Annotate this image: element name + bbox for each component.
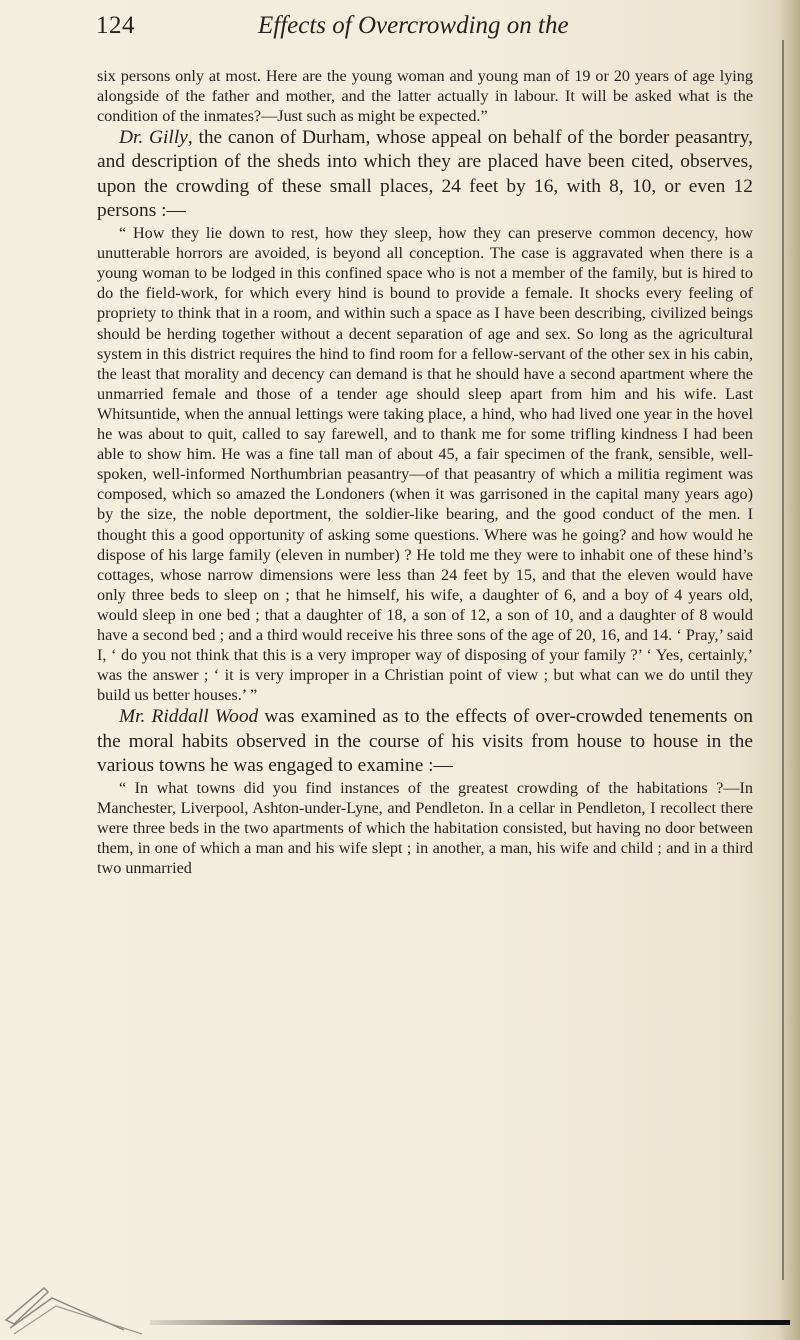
paragraph-wood-text: was examined as to the effects of over-crowded tenements on the moral habits observed in the course of his visits from house to house in the various towns he was engaged to examine :— (97, 706, 753, 776)
page-edge-line (782, 40, 784, 1280)
paragraph-wood (97, 705, 753, 778)
paragraph-gilly (97, 126, 753, 223)
page-number: 124 (96, 12, 135, 39)
body-text (97, 66, 753, 878)
author-name-wood: Mr. Riddall Wood (119, 706, 259, 728)
quotation-gilly: “ How they lie down to rest, how they sleep, how they can preserve common decency, how unutterable horrors are avoided, is beyond all conception. The case is aggravated when there is a young woman to be lodged in this confined space who is not a member of the family, but is hired to do the field-work, for which every hind is bound to provide a female. It shocks every feeling of propriety to think that in a room, and within such a space as I have been describing, civilized beings should be herding together without a decent separation of age and sex. So long as the agricultural system in this district requires the hind to find room for a fellow-servant of the other sex in his cabin, the least that morality and decency can demand is that he should have a second apartment where the unmarried female and those of a tender age should sleep apart from him and his wife. Last Whitsuntide, when the annual lettings were taking place, a hind, who had lived one year in the hovel he was about to quit, called to say farewell, and to thank me for some trifling kindness I had been able to show him. He was a fine tall man of about 45, a fair specimen of the frank, sensible, well-spoken, well-informed Northumbrian peasantry—of that peasantry of which a militia regiment was composed, which so amazed the Londoners (when it was garrisoned in the capital many years ago) by the size, the noble deportment, the soldier-like bearing, and the good conduct of the men. I thought this a good opportunity of asking some questions. Where was he going? and how would he dispose of his large family (eleven in number) ? He told me they were to inhabit one of these hind’s cottages, whose narrow dimensions were less than 24 feet by 15, and that the eleven would have only three beds to sleep on ; that he himself, his wife, a daughter of 6, and a boy of 4 years old, would sleep in one bed ; that a daughter of 18, a son of 12, a son of 10, and a daughter of 8 would have a second bed ; and a third would receive his three sons of the age of 20, 16, and 14. ‘ Pray,’ said I, ‘ do you not think that this is a very improper way of disposing of your family ?’ ‘ Yes, certainly,’ was the answer ; ‘ it is very improper in a Christian point of view ; but what can we do until they build us better houses.’ ” (97, 224, 753, 705)
running-title: Effects of Overcrowding on the (258, 12, 569, 39)
page-header (96, 12, 756, 52)
author-name-gilly: Dr. Gilly (119, 127, 188, 149)
paragraph-gilly-text: , the canon of Durham, whose appeal on behalf of the border peasantry, and description of the sheds into which they are placed have been cited, observes, upon the crowding of these small places, 24 feet by 16, with 8, 10, or even 12 persons :— (97, 127, 753, 221)
paragraph-continuation: six persons only at most. Here are the young woman and young man of 19 or 20 years of age lying alongside of the father and mother, and the latter actually in labour. It will be asked what is the condition of the inmates?—Just such as might be expected.” (97, 67, 753, 126)
quotation-wood: “ In what towns did you find instances of the greatest crowding of the habitations ?—In Manchester, Liverpool, Ashton-under-Lyne, and Pendleton. In a cellar in Pendleton, I recollect there were three beds in the two apartments of which the habitation consisted, but having no door between them, in one of which a man and his wife slept ; in another, a man, his wife and child ; and in a third two unmarried (97, 778, 753, 878)
bottom-rule (150, 1320, 790, 1325)
corner-fold-mark (4, 1268, 144, 1338)
